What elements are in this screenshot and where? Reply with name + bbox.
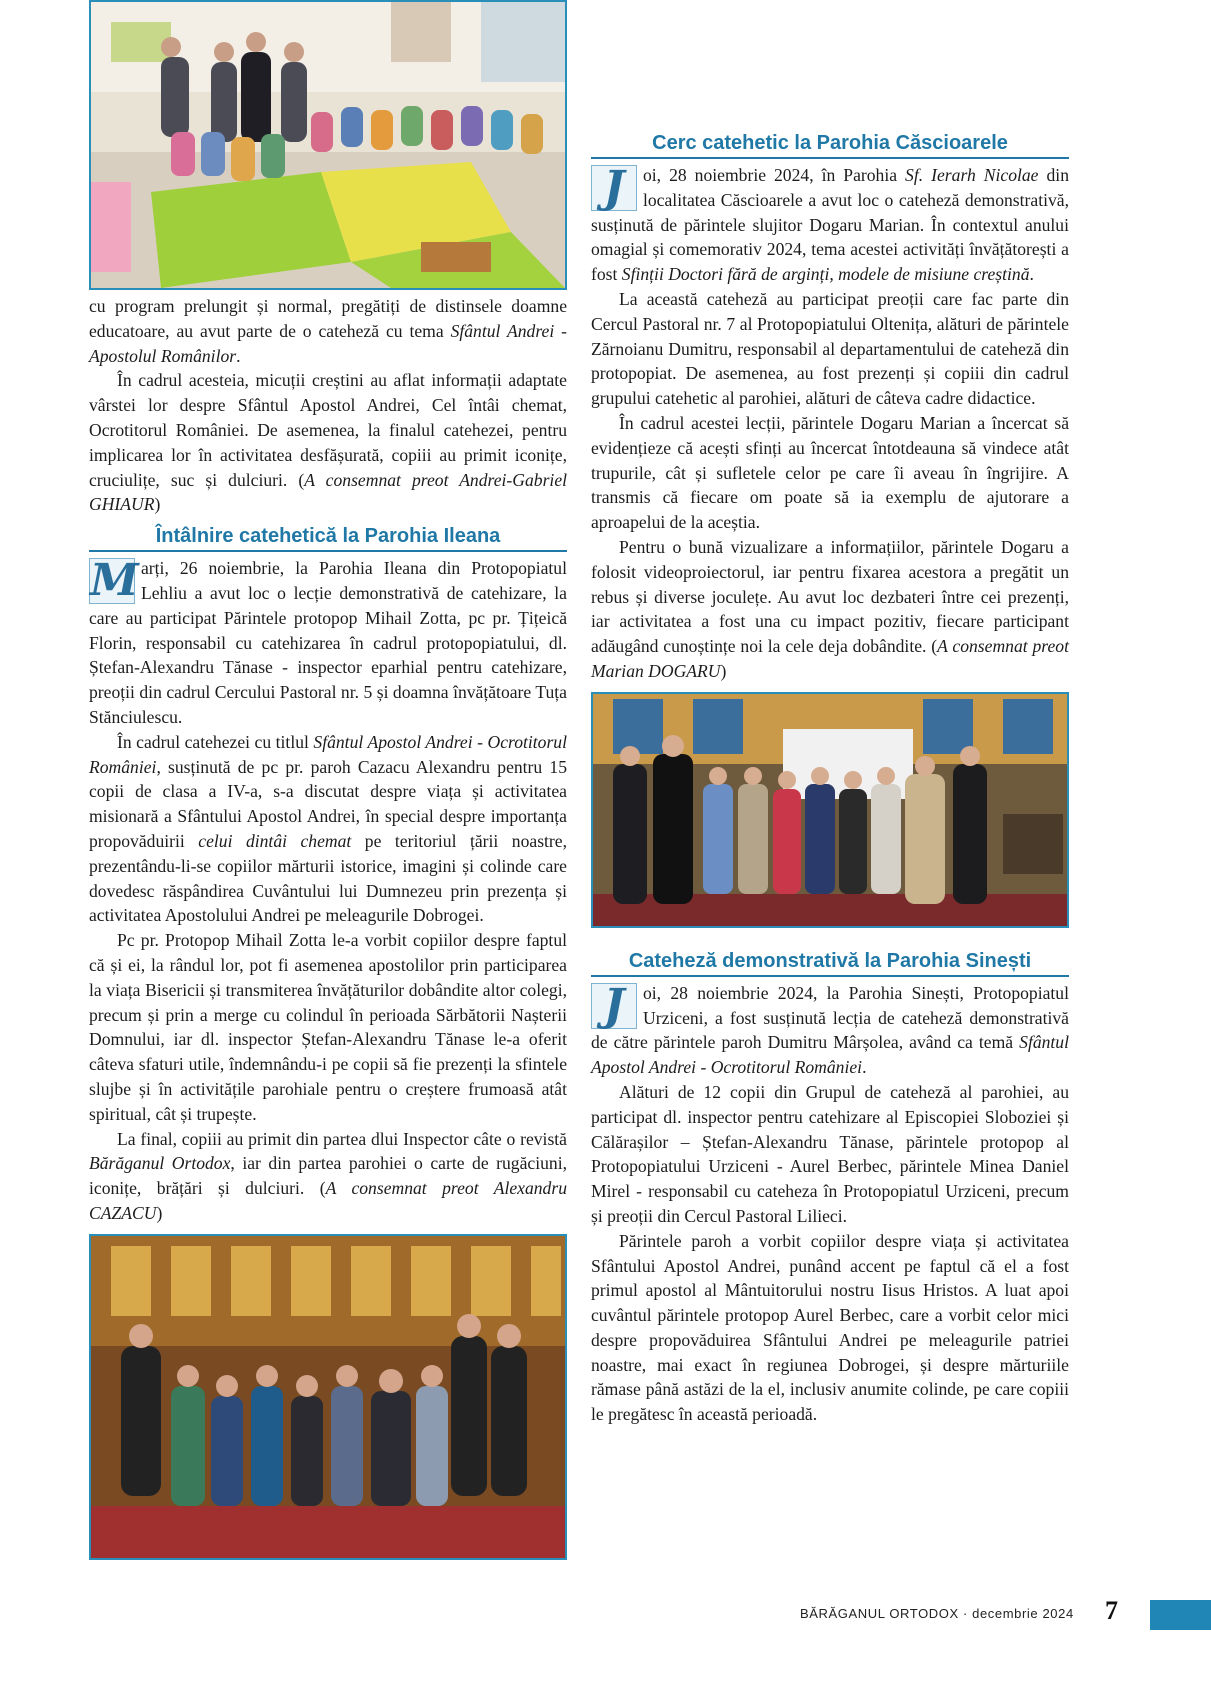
paragraph: Părintele paroh a vorbit copiilor despre viața și activitatea Sfântului Apostol Andrei, punând accent pe faptul că el a fost primul apostol al Mântuitorului nostru Iisus Hristos. A luat apoi cuvântul părintele protopop Aurel Berbec, care a vorbit celor mici despre propovăduirea Sfântului Andrei pe meleagurile patriei noastre, mai exact în regiunea Dobrogei, și despre mărturiile rămase până astăzi de la el, inclusiv anumite colinde, pe care copiii le pregătesc în această perioadă. <box>591 1230 1069 1425</box>
left-column <box>89 0 567 1560</box>
intro-paragraph: cu program prelungit și normal, pregătiți de distinsele doamne educatoare, au avut parte de o cateheză cu tema Sfântul Andrei - Apostolul Românilor. <box>89 296 568 366</box>
paragraph: În cadrul catehezei cu titlul Sfântul Apostol Andrei - Ocrotitorul României, susținută de pc pr. paroh Cazacu Alexandru pentru 15 copii de clasa a IV-a, s-a discutat despre viața și activitatea misionară a Sfântului Apostol Andrei, în special despre importanța propovăduirii celui dintâi chemat pe teritoriul țării noastre, prezentându-li-se copiilor mărturii istorice, imagini și colinde care dovedesc răspândirea Cuvântului lui Dumnezeu prin prezența și activitatea Apostolului Andrei pe meleagurile Dobrogei. <box>89 731 567 926</box>
paragraph: În cadrul acestei lecții, părintele Dogaru Marian a încercat să evidențieze că acești sfinți au încercat întotdeauna să vindece atât trupurile, cât și sufletele celor pe care îi aveau în îngrijire. A transmis că fiecare om poate să ia exemplu de ajutorare a aproapelui de la aceștia. <box>591 412 1069 533</box>
drop-cap: M <box>90 555 139 607</box>
kindergarten-photo <box>89 0 567 290</box>
paragraph: La această cateheză au participat preoții care fac parte din Cercul Pastoral nr. 7 al Protopopiatului Oltenița, alături de părintele Zărnoianu Dumitru, responsabil al departamentului de cateheză din protopopiat. De asemenea, au fost prezenți și copiii din cadrul grupului catehetic al parohiei, alături de câteva cadre didactice. <box>591 288 1069 409</box>
page-footer: BĂRĂGANUL ORTODOX · decembrie 2024 <box>800 1606 1074 1621</box>
church-group-photo-ileana <box>89 1234 567 1560</box>
paragraph: Alături de 12 copii din Grupul de cateheză al parohiei, au participat dl. inspector pentru catehizare al Episcopiei Sloboziei și Călărașilor – Ștefan-Alexandru Tănase, părintele protopop al Protopopiatului Urziceni - Aurel Berbec, părintele Minea Daniel Mirel - responsabil cu cateheza în Protopopiatul Urziceni, precum și preoții din Cercul Pastoral Lilieci. <box>591 1081 1069 1226</box>
publication-name: BĂRĂGANUL ORTODOX <box>800 1606 959 1621</box>
paragraph: J oi, 28 noiembrie 2024, în Parohia Sf. Ierarh Nicolae din localitatea Căscioarele a avut loc o cateheză demonstrativă, susținută de părintele slujitor Dogaru Marian. În contextul anului omagial și comemorativ 2024, tema acestei activități învățătorești a fost Sfinții Doctori fără de arginți, modele de misiune creștină. <box>591 162 1069 285</box>
issue-date: decembrie 2024 <box>972 1606 1074 1621</box>
paragraph: J oi, 28 noiembrie 2024, la Parohia Sinești, Protopopiatul Urziceni, a fost susținută lecția de cateheză demonstrativă de către părintele paroh Dumitru Mârșolea, având ca temă Sfântul Apostol Andrei - Ocrotitorul României. <box>591 979 1069 1078</box>
right-column <box>591 0 1069 1427</box>
drop-cap: J <box>591 983 637 1029</box>
paragraph: La final, copiii au primit din partea dlui Inspector câte o revistă Bărăganul Ortodox, iar din partea parohiei o carte de rugăciuni, iconițe, brățări și dulciuri. (A consemnat preot Alexandru CAZACU) <box>89 1128 567 1223</box>
paragraph: În cadrul acesteia, micuții creștini au aflat informații adaptate vârstei lor despre Sfântul Apostol Andrei, Cel întâi chemat, Ocrotitorul României. De asemenea, la finalul catehezei, pentru implicarea lor în activitatea desfășurată, copiii au primit iconițe, cruciulițe, suc și dulciuri. (A consemnat preot Andrei-Gabriel GHIAUR) <box>89 370 568 515</box>
section-heading-cascioarele: Cerc catehetic la Parohia Căscioarele <box>591 130 1069 159</box>
section-heading-ileana: Întâlnire catehetică la Parohia Ileana <box>89 523 567 552</box>
paragraph: Pentru o bună vizualizare a informațiilor, părintele Dogaru a folosit videoproiectorul, iar pentru fixarea acestora a pregătit un rebus și diverse joculețe. Au avut loc dezbateri între cei prezenți, iar activitatea a fost una cu impact pozitiv, fiecare participant adăugând cunoștințe noi la cele deja dobândite. (A consemnat preot Marian DOGARU) <box>591 536 1069 681</box>
page-tab-marker <box>1150 1600 1211 1630</box>
page-number: 7 <box>1105 1596 1118 1625</box>
church-group-photo-cascioarele <box>591 692 1069 928</box>
section-heading-sinesti: Cateheză demonstrativă la Parohia Sinești <box>591 948 1069 977</box>
paragraph: Pc pr. Protopop Mihail Zotta le-a vorbit copiilor despre faptul că și ei, la rândul lor, pot fi asemenea apostolilor prin participarea la viața Bisericii și transmiterea învățăturilor dobândite altor colegi, precum și prin a merge cu colindul în perioada Sărbătorii Nașterii Domnului, iar dl. inspector Ștefan-Alexandru Tănase le-a oferit câteva sfaturi utile, îndemnându-i pe copii să fie prezenți la sfintele slujbe și în activitățile parohiale pentru o creștere frumoasă atât spiritual, cât și trupește. <box>89 930 567 1124</box>
paragraph: M arți, 26 noiembrie, la Parohia Ileana din Protopopiatul Lehliu a avut loc o lecție demonstrativă de catehizare, la care au participat Părintele protopop Mihail Zotta, pc pr. Țițeică Florin, responsabil cu catehizarea în cadrul protopopiatului, dl. Ștefan-Alexandru Tănase - inspector eparhial pentru catehizare, preoții din cadrul Cercului Pastoral nr. 5 și doamna învățătoare Tuța Stănciulescu. <box>89 555 567 727</box>
drop-cap: J <box>591 165 637 211</box>
